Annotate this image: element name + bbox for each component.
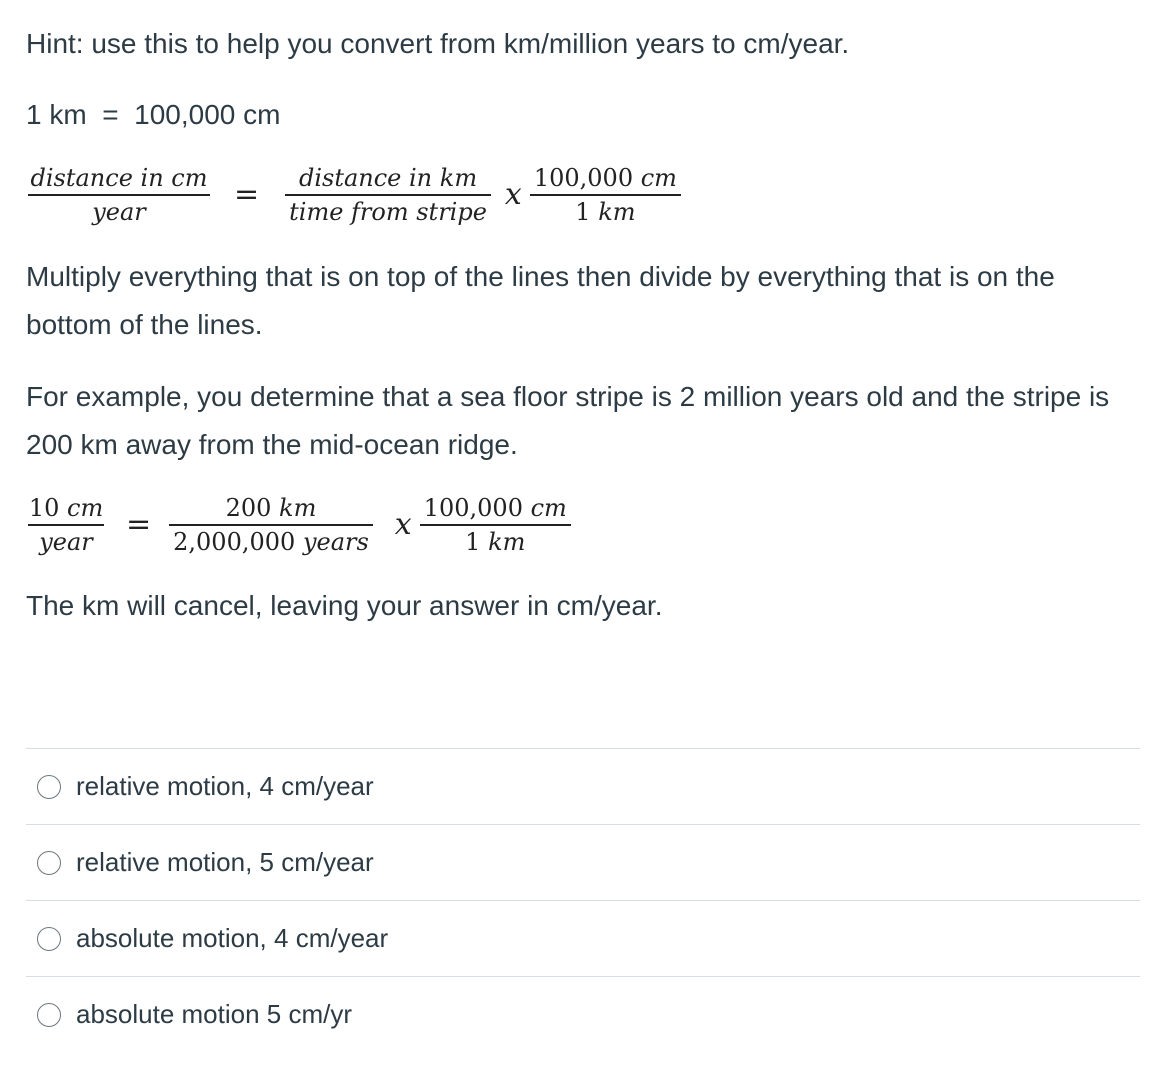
- example-mid-numerator-unit: km: [279, 494, 317, 522]
- example-rhs-numerator-value: 100,000: [423, 494, 523, 522]
- radio-button[interactable]: [37, 851, 61, 875]
- instruction-text: Multiply everything that is on top of the lines then divide by everything that is on the bottom of the lines.: [26, 261, 1055, 340]
- example-mid-denominator: [169, 527, 373, 557]
- answer-option-2[interactable]: [26, 824, 1140, 900]
- cancel-note: The km will cancel, leaving your answer in cm/year.: [26, 590, 663, 621]
- example-equals: =: [126, 507, 152, 543]
- example-rhs-denominator-unit: km: [488, 527, 526, 556]
- example-text: For example, you determine that a sea floor stripe is 2 million years old and the stripe is 200 km away from the mid-ocean ridge.: [26, 381, 1110, 460]
- answer-option-1[interactable]: [26, 748, 1140, 824]
- formula-lhs-fraction: [28, 163, 210, 227]
- formula-rhs-denominator-unit: km: [598, 197, 636, 226]
- formula-equals: =: [234, 177, 260, 213]
- fraction-bar: [28, 524, 104, 526]
- conversion-formula: [28, 163, 681, 227]
- conversion-text: 1 km = 100,000 cm: [26, 99, 281, 130]
- example-rhs-fraction: [420, 493, 571, 557]
- answer-label[interactable]: absolute motion 5 cm/yr: [76, 999, 353, 1029]
- example-mid-numerator: [222, 493, 321, 523]
- example-lhs-fraction: [28, 493, 104, 557]
- example-lhs-numerator-unit: cm: [67, 494, 104, 522]
- example-mid-denominator-value: 2,000,000: [173, 527, 296, 556]
- example-rhs-numerator-unit: cm: [530, 494, 567, 522]
- fraction-bar: [530, 194, 681, 196]
- answer-list: [26, 748, 1140, 1052]
- formula-mid-denominator: time from stripe: [289, 197, 487, 226]
- example-lhs-numerator: [25, 493, 107, 523]
- fraction-bar: [28, 194, 210, 196]
- formula-mid-fraction: [285, 163, 491, 227]
- answer-label[interactable]: relative motion, 5 cm/year: [76, 847, 374, 877]
- radio-button[interactable]: [37, 1003, 61, 1027]
- example-rhs-denominator-value: 1: [465, 527, 481, 556]
- example-rhs-numerator: [420, 493, 571, 523]
- answer-option-3[interactable]: [26, 900, 1140, 976]
- formula-rhs-numerator-value: 100,000: [533, 164, 634, 192]
- example-mid-numerator-value: 200: [225, 494, 272, 522]
- fraction-bar: [285, 194, 491, 196]
- formula-rhs-denominator: [571, 197, 639, 227]
- formula-rhs-fraction: [530, 163, 681, 227]
- example-mid-denominator-unit: years: [302, 527, 369, 556]
- formula-lhs-numerator: distance in cm: [30, 164, 208, 192]
- formula-mid-numerator: distance in km: [298, 164, 478, 192]
- fraction-bar: [420, 524, 571, 526]
- formula-times: x: [504, 177, 522, 213]
- example-times: x: [394, 507, 412, 543]
- example-rhs-denominator: [461, 527, 529, 557]
- formula-lhs-denominator: year: [92, 197, 146, 226]
- answer-label[interactable]: relative motion, 4 cm/year: [76, 771, 374, 801]
- answer-option-4[interactable]: [26, 976, 1140, 1052]
- radio-button[interactable]: [37, 927, 61, 951]
- formula-rhs-numerator: [530, 163, 681, 193]
- formula-rhs-denominator-value: 1: [575, 197, 591, 226]
- formula-rhs-numerator-unit: cm: [640, 164, 677, 192]
- example-mid-fraction: [169, 493, 373, 557]
- answer-label[interactable]: absolute motion, 4 cm/year: [76, 923, 389, 953]
- fraction-bar: [169, 524, 373, 526]
- hint-text: Hint: use this to help you convert from km/million years to cm/year.: [26, 28, 850, 59]
- example-formula: [28, 493, 571, 557]
- example-lhs-numerator-value: 10: [28, 494, 60, 522]
- example-lhs-denominator: year: [39, 527, 93, 556]
- radio-button[interactable]: [37, 775, 61, 799]
